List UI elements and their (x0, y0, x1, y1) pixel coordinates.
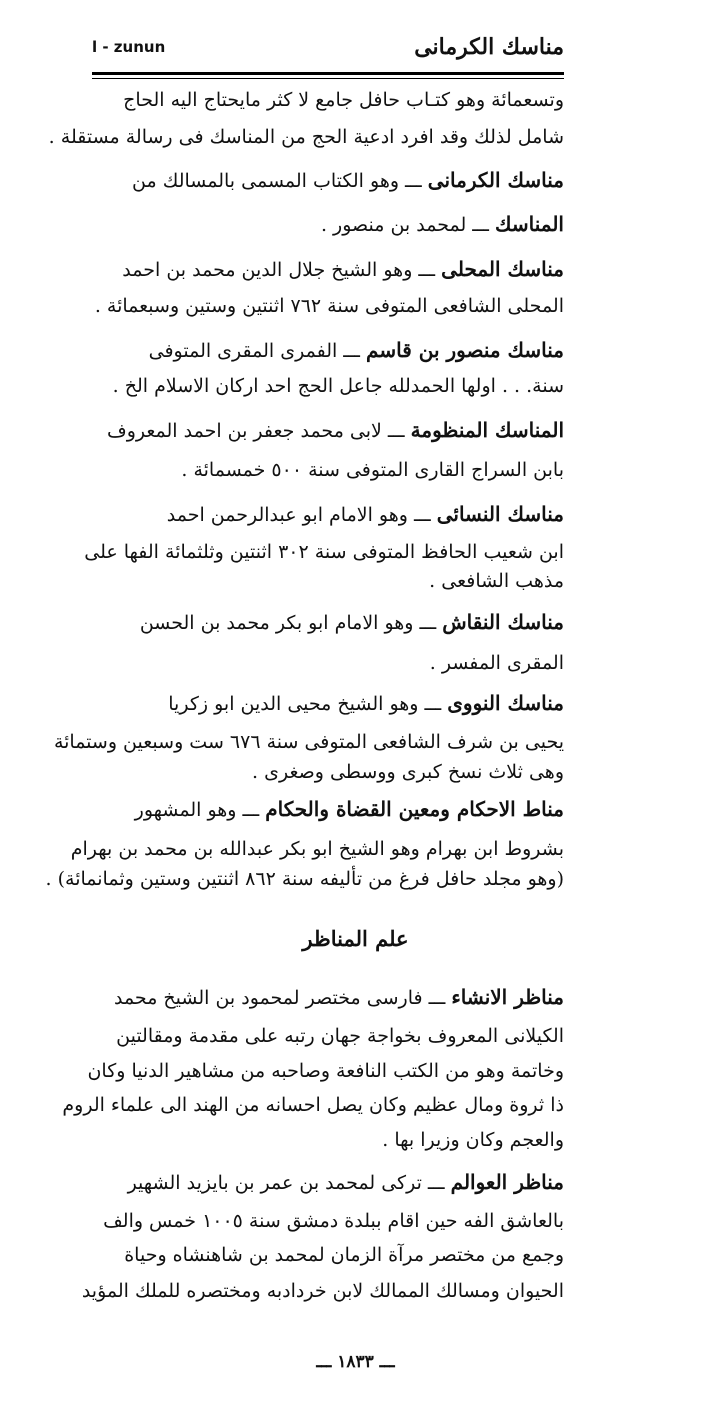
entry-heading: مناظر العوالم (450, 1170, 564, 1194)
entry-heading: مناسك منصور بن قاسم (366, 338, 564, 362)
text-line (92, 336, 564, 365)
entry-text: وخاتمة وهو من الكتب النافعة وصاحبه من مشاهير الدنيا وكان (87, 1060, 564, 1082)
entry-text: والعجم وكان وزيرا بها . (382, 1129, 564, 1151)
text-line (62, 1091, 564, 1119)
text-line (92, 1241, 564, 1269)
entry-heading: مناسك الكرمانى (427, 168, 564, 192)
entry-text: ـــ تركى لمحمد بن عمر بن بايزيد الشهير (127, 1172, 451, 1194)
text-line (92, 166, 564, 195)
text-line (92, 456, 564, 484)
header-tag: l - zunun (92, 38, 166, 56)
text-line (92, 210, 564, 239)
entry-text: ـــ الفمرى المقرى المتوفى (148, 340, 367, 362)
entry-text: بشروط ابن بهرام وهو الشيخ ابو بكر عبدالله بن محمد بن بهرام (70, 838, 564, 860)
entry-text: ـــ وهو الشيخ جلال الدين محمد بن احمد (122, 259, 442, 281)
entry-text: يحيى بن شرف الشافعى المتوفى سنة ٦٧٦ ست وسبعين وستمائة (53, 731, 564, 753)
text-line (45, 865, 564, 893)
entry-text: شامل لذلك وقد افرد ادعية الحج من المناسك فى رسالة مستقلة . (48, 126, 564, 148)
text-line (48, 123, 564, 151)
header-title: مناسك الكرمانى (414, 34, 564, 60)
entry-text: وتسعمائة وهو كتـاب حافل جامع لا كثر مايحتاج اليه الحاج (123, 89, 564, 111)
text-line (92, 983, 564, 1012)
entry-text: ذا ثروة ومال عظيم وكان يصل احسانه من الهند الى علماء الروم (62, 1094, 564, 1116)
text-line (92, 86, 564, 114)
entry-text: الحيوان ومسالك الممالك لابن خردادبه ومختصره للملك المؤيد (81, 1280, 564, 1302)
entry-text: مذهب الشافعى . (429, 570, 564, 592)
entry-text: ـــ لمحمد بن منصور . (320, 214, 496, 236)
entry-text: وهى ثلاث نسخ كبرى ووسطى وصغرى . (252, 761, 564, 783)
text-line (92, 416, 564, 445)
entry-heading: مناط الاحكام ومعين القضاة والحكام (265, 797, 564, 821)
page-number: ـــ ١٨٣٣ ـــ (316, 1352, 395, 1372)
text-line (53, 728, 564, 756)
header-rule-thin (92, 78, 564, 79)
entry-heading: المناسك (495, 212, 564, 236)
entry-text: المحلى الشافعى المتوفى سنة ٧٦٢ اثنتين وستين وسبعمائة . (94, 295, 564, 317)
entry-text: ـــ وهو الكتاب المسمى بالمسالك من (132, 170, 428, 192)
text-line (92, 567, 564, 595)
text-line (70, 835, 564, 863)
entry-heading: مناسك النسائى (436, 502, 564, 526)
entry-heading: المناسك المنظومة (410, 418, 564, 442)
text-line (92, 795, 564, 824)
text-line (92, 758, 564, 786)
entry-heading: مناسك المحلى (441, 257, 564, 281)
entry-text: ـــ وهو الشيخ محيى الدين ابو زكريا (168, 693, 448, 715)
text-line (92, 689, 564, 718)
entry-text: بابن السراج القارى المتوفى سنة ٥٠٠ خمسمائة . (181, 459, 564, 481)
text-line (92, 649, 564, 677)
entry-text: ـــ فارسى مختصر لمحمود بن الشيخ محمد (113, 987, 452, 1009)
header-rule (92, 72, 564, 75)
entry-text: ـــ وهو المشهور (134, 799, 266, 821)
text-line (92, 292, 564, 320)
entry-heading: مناسك النووى (447, 691, 564, 715)
text-line (92, 255, 564, 284)
text-line (92, 1022, 564, 1050)
entry-heading: مناسك النقاش (442, 610, 564, 634)
section-title: علم المناظر (302, 926, 409, 951)
entry-text: (وهو مجلد حافل فرغ من تأليفه سنة ٨٦٢ اثنتين وستين وثمانمائة) . (45, 868, 564, 890)
entry-heading: مناظر الانشاء (451, 985, 564, 1009)
entry-text: وجمع من مختصر مرآة الزمان لمحمد بن شاهنشاه وحياة (124, 1244, 564, 1266)
entry-text: بالعاشق الفه حين اقام ببلدة دمشق سنة ١٠٠٥ خمس والف (103, 1210, 564, 1232)
running-header (92, 34, 564, 64)
entry-text: الكيلانى المعروف بخواجة جهان رتبه على مقدمة ومقالتين (116, 1025, 564, 1047)
text-line (92, 372, 564, 400)
text-line (92, 1168, 564, 1197)
entry-text: ابن شعيب الحافظ المتوفى سنة ٣٠٢ اثنتين وثلثمائة الفها على (84, 541, 564, 563)
entry-text: سنة. . . اولها الحمدلله جاعل الحج احد اركان الاسلام الخ . (112, 375, 564, 397)
text-line (92, 1126, 564, 1154)
entry-text: المقرى المفسر . (429, 652, 564, 674)
text-line (92, 1207, 564, 1235)
text-line (87, 1057, 564, 1085)
text-line (92, 500, 564, 529)
text-line (92, 608, 564, 637)
entry-text: ـــ لابى محمد جعفر بن احمد المعروف (107, 420, 411, 442)
entry-text: ـــ وهو الامام ابو عبدالرحمن احمد (166, 504, 437, 526)
text-line (84, 538, 564, 566)
text-line (81, 1277, 564, 1305)
entry-text: ـــ وهو الامام ابو بكر محمد بن الحسن (139, 612, 443, 634)
